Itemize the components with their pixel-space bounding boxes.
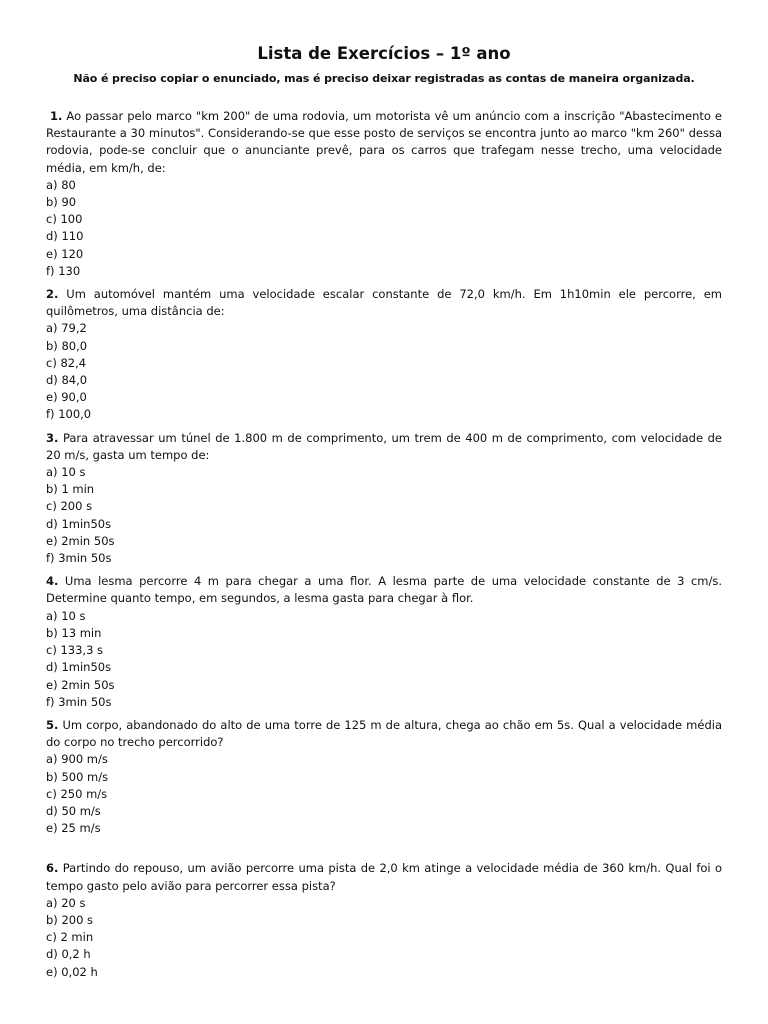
question-text: Um automóvel mantém uma velocidade escalar constante de 72,0 km/h. Em 1h10min ele percorre, em quilômetros, uma distância de: [46, 287, 722, 319]
question-stem [46, 430, 722, 464]
option-c: c) 250 m/s [46, 786, 108, 801]
option-a: a) 80 [46, 177, 76, 192]
question-2 [46, 286, 722, 424]
option-e: e) 120 [46, 246, 84, 261]
question-stem [46, 286, 722, 320]
page-title: Lista de Exercícios – 1º ano [257, 44, 511, 63]
question-stem [46, 573, 722, 607]
option-d: d) 84,0 [46, 373, 88, 388]
worksheet-page [46, 44, 722, 987]
question-text: Ao passar pelo marco "km 200" de uma rodovia, um motorista vê um anúncio com a inscrição "Abastecimento e Restaurante a 30 minutos". Considerando-se que esse posto de serviços se encontra junto ao marco "km 260" dessa rodovia, pode-se concluir que o anunciante prevê, para os carros que trafegam nesse trecho, uma velocidade média, em km/h, de: [46, 109, 722, 175]
option-a: a) 10 s [46, 465, 86, 480]
option-e: e) 25 m/s [46, 821, 101, 836]
question-3 [46, 430, 722, 568]
option-d: d) 1min50s [46, 516, 112, 531]
question-text: Um corpo, abandonado do alto de uma torre de 125 m de altura, chega ao chão em 5s. Qual a velocidade média do corpo no trecho percorrido? [46, 717, 722, 750]
question-number: 3. [46, 430, 59, 445]
option-c: c) 82,4 [46, 355, 87, 370]
option-f: f) 3min 50s [46, 551, 112, 566]
option-e: e) 90,0 [46, 390, 87, 405]
question-text: Uma lesma percorre 4 m para chegar a uma flor. A lesma parte de uma velocidade constante de 3 cm/s. Determine quanto tempo, em segundos, a lesma gasta para chegar à flor. [46, 574, 723, 606]
question-number: 4. [46, 574, 59, 589]
question-number: 6. [46, 861, 59, 876]
question-number: 2. [46, 287, 59, 302]
option-b: b) 90 [46, 195, 77, 210]
option-c: c) 2 min [46, 930, 94, 945]
option-b: b) 500 m/s [46, 769, 109, 784]
question-stem [46, 717, 722, 751]
option-c: c) 133,3 s [46, 643, 104, 658]
option-a: a) 10 s [46, 608, 86, 623]
option-f: f) 3min 50s [46, 694, 112, 709]
option-a: a) 20 s [46, 895, 86, 910]
option-e: e) 0,02 h [46, 964, 98, 979]
option-d: d) 110 [46, 229, 84, 244]
question-text: Partindo do repouso, um avião percorre uma pista de 2,0 km atinge a velocidade média de 360 km/h. Qual foi o tempo gasto pelo avião para percorrer essa pista? [46, 861, 722, 893]
option-d: d) 50 m/s [46, 803, 101, 818]
question-stem [46, 860, 722, 894]
option-c: c) 100 [46, 212, 83, 227]
question-5 [46, 717, 722, 837]
option-b: b) 80,0 [46, 338, 88, 353]
question-text: Para atravessar um túnel de 1.800 m de comprimento, um trem de 400 m de comprimento, com velocidade de 20 m/s, gasta um tempo de: [46, 430, 722, 462]
question-number: 5. [46, 717, 59, 732]
option-e: e) 2min 50s [46, 677, 115, 692]
option-b: b) 13 min [46, 625, 102, 640]
option-b: b) 1 min [46, 482, 95, 497]
option-e: e) 2min 50s [46, 533, 115, 548]
option-a: a) 900 m/s [46, 752, 108, 767]
option-f: f) 130 [46, 263, 81, 278]
page-subtitle: Não é preciso copiar o enunciado, mas é preciso deixar registradas as contas de maneira organizada. [73, 72, 695, 85]
option-f: f) 100,0 [46, 407, 92, 422]
option-c: c) 200 s [46, 499, 93, 514]
question-4 [46, 573, 722, 711]
option-d: d) 1min50s [46, 660, 112, 675]
option-b: b) 200 s [46, 912, 94, 927]
option-a: a) 79,2 [46, 321, 87, 336]
option-d: d) 0,2 h [46, 947, 91, 962]
question-1 [46, 108, 722, 280]
question-stem [46, 108, 722, 177]
question-number: 1. [50, 109, 63, 123]
question-6 [46, 860, 722, 980]
